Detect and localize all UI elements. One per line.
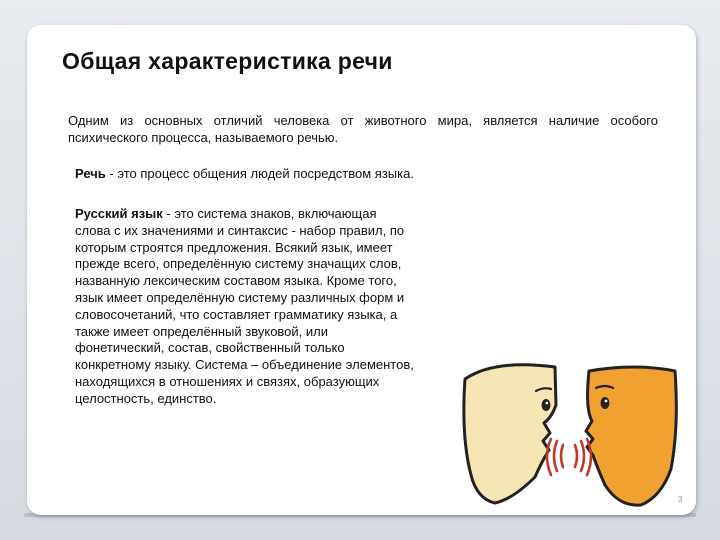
sound-waves xyxy=(547,439,591,475)
language-definition xyxy=(75,206,415,408)
talking-faces-illustration xyxy=(455,357,683,512)
language-term: Русский язык xyxy=(75,206,163,221)
speech-definition xyxy=(75,165,455,182)
left-face-eye xyxy=(542,399,551,411)
page-number: 3 xyxy=(678,495,683,504)
right-face-eye xyxy=(601,397,610,409)
speech-definition-text: - это процесс общения людей посредством языка. xyxy=(105,166,414,181)
intro-paragraph: Одним из основных отличий человека от животного мира, является наличие особого психического процесса, называемого речью. xyxy=(68,113,658,145)
page-title: Общая характеристика речи xyxy=(62,48,393,74)
left-face xyxy=(464,365,556,503)
language-definition-text: - это система знаков, включающая слова с их значениями и синтаксис - набор правил, по которым строятся предложения. Всякий язык, имеет прежде всего, определённую систему значащих слов, названную лексическим составом языка. Кроме того, язык имеет определённую систему различных форм и словосочетаний, что составляет грамматику языка, а также имеет определённый звуковой, или фонетический, состав, свойственный только конкретному языку. Система – объединение элементов, находящихся в отношениях и связях, образующих целостность, единство. xyxy=(75,206,414,406)
speech-term: Речь xyxy=(75,166,106,181)
